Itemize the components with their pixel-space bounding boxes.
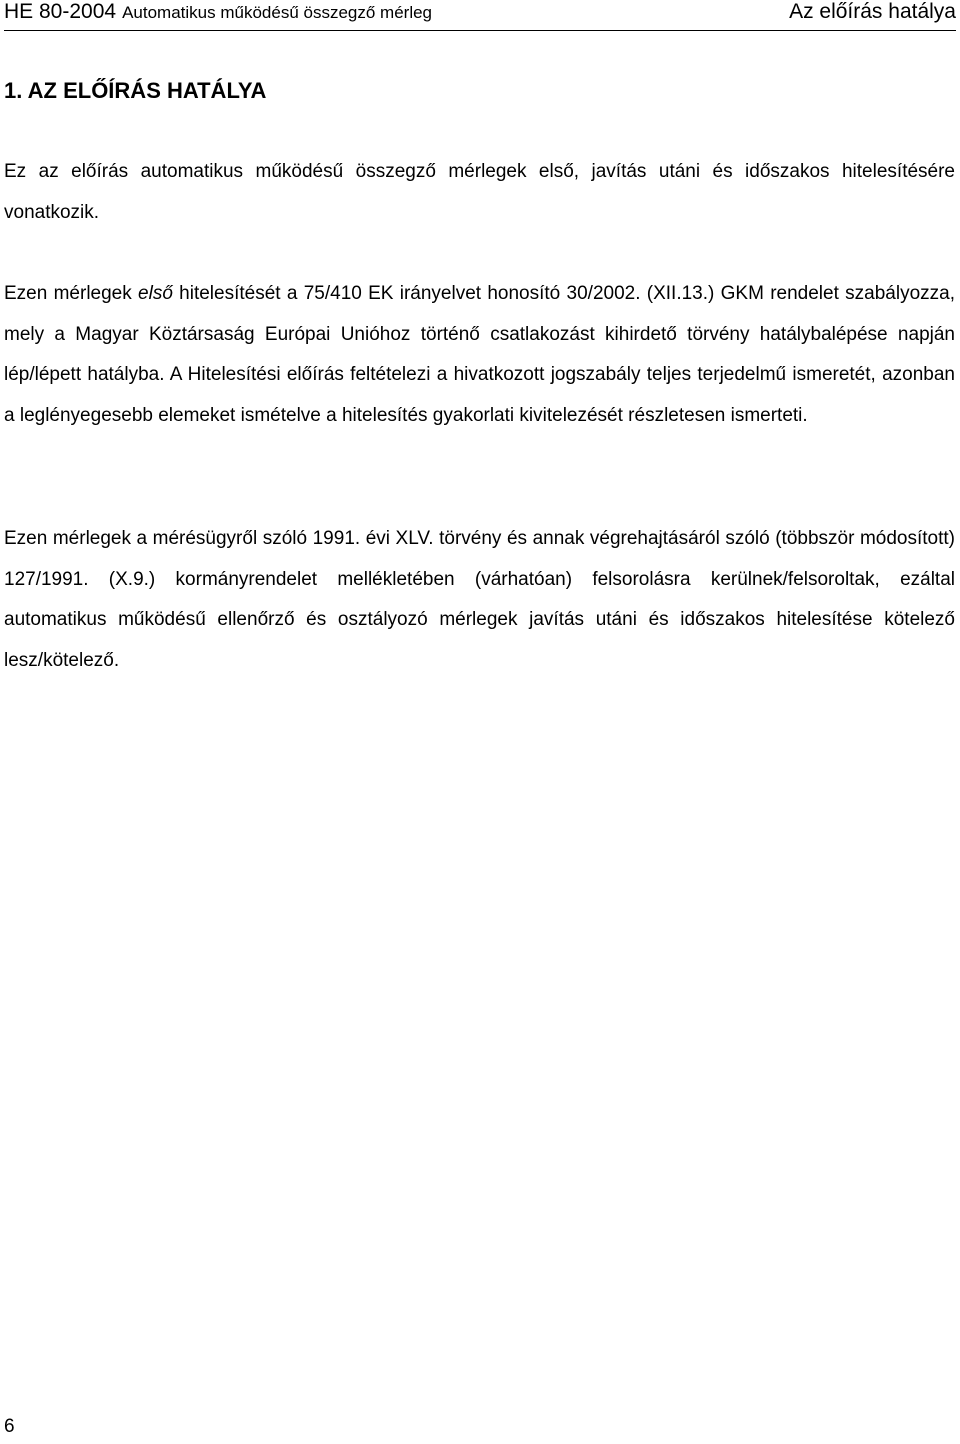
header-left bbox=[4, 0, 432, 24]
document-code: HE 80-2004 bbox=[4, 0, 117, 23]
page-number: 6 bbox=[4, 1416, 15, 1437]
emphasis-first: első bbox=[138, 283, 173, 304]
header-section: Az előírás hatálya bbox=[789, 0, 956, 23]
section-title: 1. AZ ELŐÍRÁS HATÁLYA bbox=[4, 78, 267, 103]
document-subtitle: Automatikus működésű összegző mérleg bbox=[122, 3, 433, 22]
paragraph-legal-basis: Ezen mérlegek a mérésügyről szóló 1991. évi XLV. törvény és annak végrehajtásáról szóló (többször módosított) 127/1991. (X.9.) kormányrendelet mellékletében (várhatóan) felsorolásra kerülnek/felsoroltak, ezáltal automatikus működésű ellenőrző és osztályozó mérlegek javítás utáni és időszakos hitelesítése kötelező lesz/kötelező. bbox=[4, 528, 955, 671]
paragraph-text: Ezen mérlegek bbox=[4, 283, 139, 304]
paragraph-text: hitelesítését a 75/410 EK irányelvet honosító 30/2002. (XII.13.) GKM rendelet szabályozza, mely a Magyar Köztársaság Európai Unióhoz történő csatlakozást kihirdető törvény hatálybalépése napján lép/lépett hatályba. A Hitelesítési előírás feltételezi a hivatkozott jogszabály teljes terjedelmű ismeretét, azonban a leglényegesebb elemeket ismételve a hitelesítés gyakorlati kivitelezését részletesen ismerteti. bbox=[4, 283, 955, 426]
paragraph-initial-verification bbox=[4, 274, 955, 436]
paragraph-scope: Ez az előírás automatikus működésű összegző mérlegek első, javítás utáni és időszakos hitelesítésére vonatkozik. bbox=[4, 161, 955, 223]
page-header bbox=[4, 0, 956, 31]
